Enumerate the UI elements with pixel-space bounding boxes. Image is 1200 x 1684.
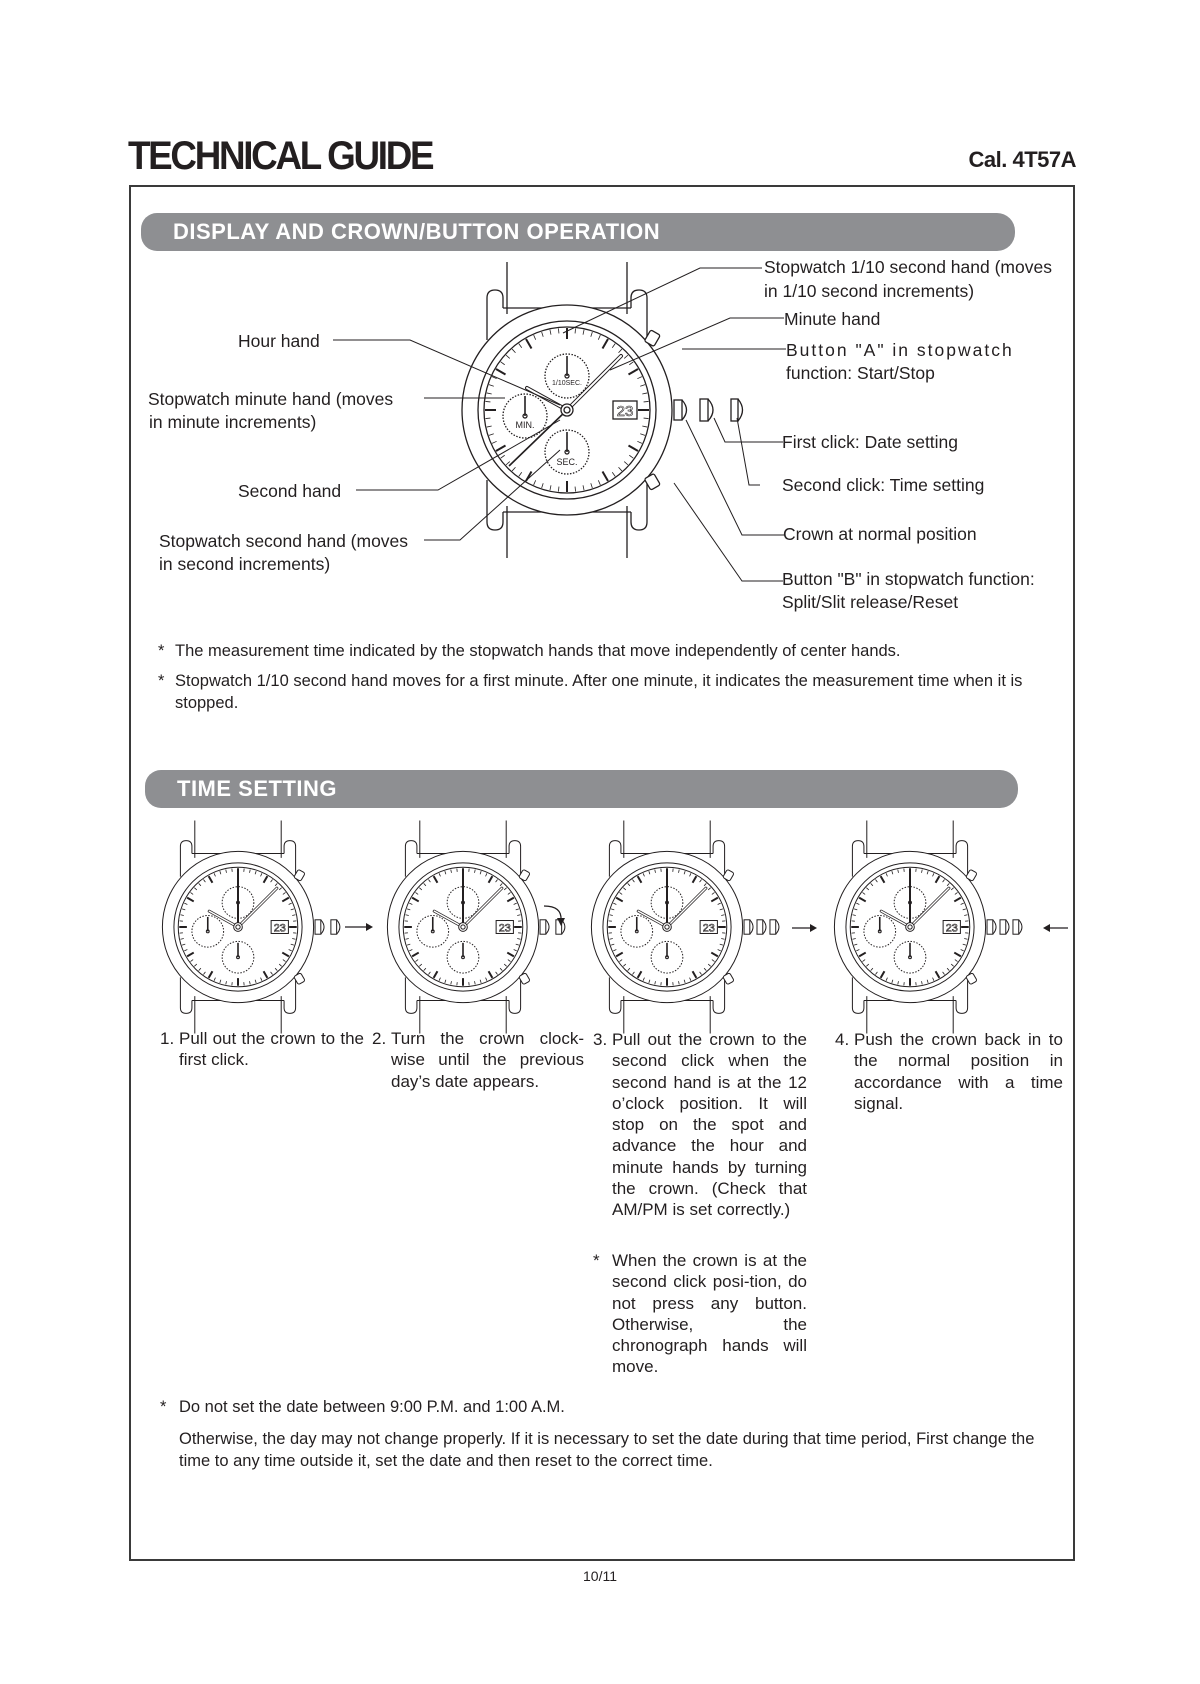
center-pin	[663, 923, 672, 932]
step-1: 1. Pull out the crown to the first click.	[160, 1029, 364, 1070]
display-note-1: * The measurement time indicated by the stopwatch hands that move independently of center hands.	[158, 642, 901, 660]
crown-ghost	[1013, 920, 1019, 934]
label-second-click: Second click: Time setting	[782, 475, 985, 495]
date-display: 23	[702, 922, 715, 935]
page-number: 10/11	[583, 1568, 617, 1584]
crown-ghost	[757, 920, 763, 934]
section-heading-display: DISPLAY AND CROWN/BUTTON OPERATION	[141, 213, 1015, 251]
rotate-arrow-icon-step2	[544, 906, 565, 926]
label-minute-hand: Minute hand	[784, 309, 881, 329]
date-display: 23	[945, 922, 958, 935]
asterisk: *	[593, 1251, 600, 1270]
date-display: 23	[273, 922, 286, 935]
subdial-label-minute: MIN.	[515, 420, 535, 430]
label-stopwatch-minute-hand-line1: Stopwatch minute hand (moves	[148, 389, 394, 409]
label-button-a-line1: Button "A" in stopwatch	[786, 340, 1014, 360]
crown	[987, 920, 993, 934]
label-stopwatch-second-hand-line1: Stopwatch second hand (moves	[159, 531, 409, 551]
section-heading-time-setting: TIME SETTING	[145, 770, 1018, 808]
watch	[591, 820, 779, 1033]
label-first-click: First click: Date setting	[782, 432, 959, 452]
center-pin	[906, 923, 915, 932]
label-tenth-second-hand-line2: in 1/10 second increments)	[764, 281, 975, 301]
crown	[315, 920, 321, 934]
label-button-a-line2: function: Start/Stop	[786, 363, 935, 383]
arrow-left-icon-step4	[1043, 924, 1068, 932]
label-stopwatch-minute-hand-line2: in minute increments)	[149, 412, 317, 432]
arrow-right-icon-step3	[792, 924, 817, 932]
step-4: 4. Push the crown back in to the normal position in accordance with a time signal.	[835, 1030, 1063, 1113]
crown-ghost	[770, 920, 776, 934]
watch	[834, 820, 1022, 1033]
date-display: 23	[616, 403, 634, 420]
center-pin	[459, 923, 468, 932]
asterisk: *	[158, 642, 165, 660]
step-3: 3. Pull out the crown to the second click when the second hand is at the 12 o’clock position. It will stop on the spot and advance the hour and minute hands by turning the crown. (Check that AM/PM is set correctly.)	[593, 1030, 807, 1220]
crown	[540, 920, 546, 934]
label-second-hand: Second hand	[238, 481, 342, 501]
date-setting-warning: * Do not set the date between 9:00 P.M. and 1:00 A.M.	[160, 1398, 565, 1416]
arrow-right-icon-step1	[345, 923, 373, 931]
asterisk: *	[160, 1398, 167, 1416]
display-note-2: * Stopwatch 1/10 second hand moves for a first minute. After one minute, it indicates the measurement time when it is stopped.	[158, 672, 1023, 712]
label-stopwatch-second-hand-line2: in second increments)	[159, 554, 331, 574]
step-2: 2. Turn the crown clock-wise until the previous day’s date appears.	[372, 1029, 584, 1091]
watch	[387, 820, 564, 1033]
subdial-label-tenth: 1/10SEC.	[552, 380, 582, 387]
subdial-label-second: SEC.	[556, 457, 578, 467]
center-pin	[234, 923, 243, 932]
label-hour-hand: Hour hand	[238, 331, 320, 351]
watch	[162, 820, 339, 1033]
label-button-b-line1: Button "B" in stopwatch function:	[782, 569, 1035, 589]
document-title: TECHNICAL GUIDE	[128, 134, 433, 178]
date-setting-explanation: Otherwise, the day may not change properly. If it is necessary to set the date during that time period, First change the time to any time outside it, set the date and then reset to the correct time.	[179, 1430, 1035, 1470]
crown	[744, 920, 750, 934]
calibre-label: Cal. 4T57A	[968, 147, 1076, 172]
asterisk: *	[158, 672, 165, 690]
label-crown-normal: Crown at normal position	[783, 524, 977, 544]
crown-ghost	[331, 920, 337, 934]
label-tenth-second-hand-line1: Stopwatch 1/10 second hand (moves	[764, 257, 1052, 277]
date-display: 23	[498, 922, 511, 935]
step-3-note: * When the crown is at the second click posi-tion, do not press any button. Otherwise, the chronograph hands will move.	[593, 1251, 807, 1377]
crown-ghost	[1000, 920, 1006, 934]
label-button-b-line2: Split/Slit release/Reset	[782, 592, 959, 612]
